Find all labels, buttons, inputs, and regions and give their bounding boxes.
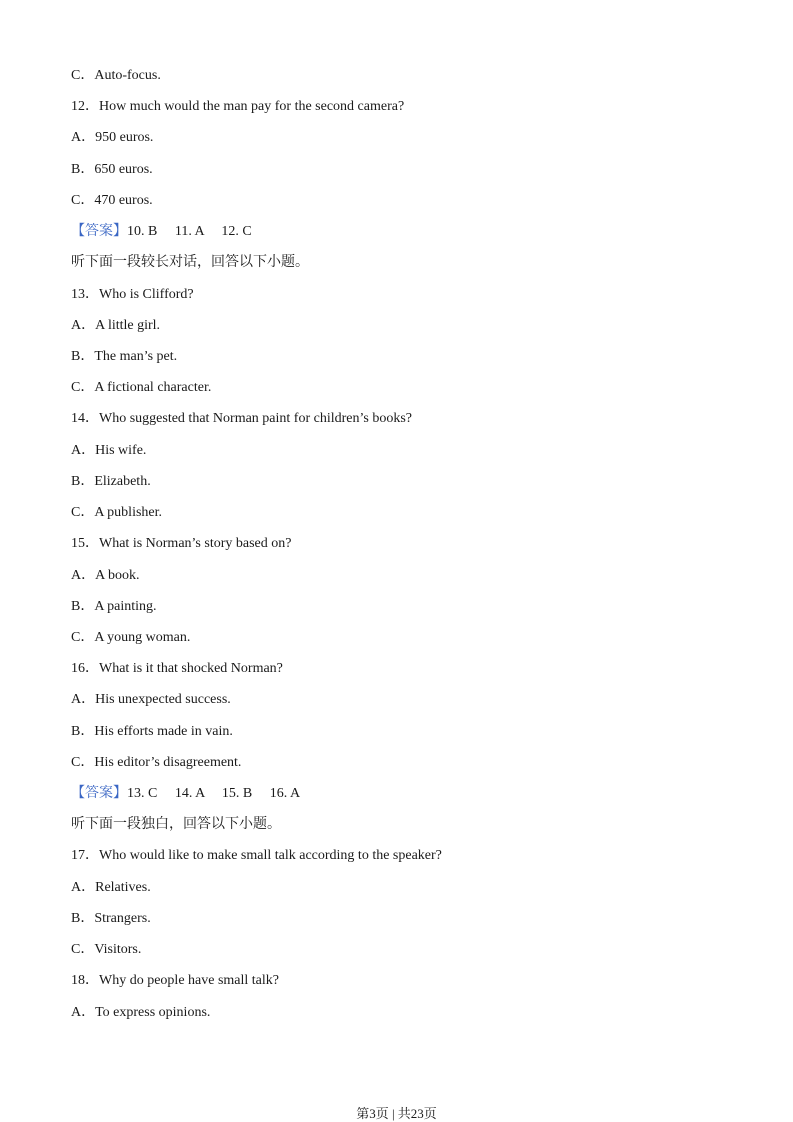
answer-values: 13. C 14. A 15. B 16. A bbox=[127, 786, 301, 802]
answer-line bbox=[71, 782, 751, 813]
option-line: B．650 euros. bbox=[71, 161, 153, 177]
answer-line bbox=[71, 220, 751, 251]
option-line: A．950 euros. bbox=[71, 130, 154, 146]
instruction-line: 听下面一段较长对话，回答以下小题。 bbox=[71, 255, 309, 271]
question-line: 18．Why do people have small talk? bbox=[71, 973, 279, 989]
page-footer: 第3页 | 共23页 bbox=[356, 1106, 437, 1121]
question-line: 15．What is Norman’s story based on? bbox=[71, 536, 292, 552]
option-line: C．A young woman. bbox=[71, 629, 191, 645]
option-line: C．His editor’s disagreement. bbox=[71, 754, 242, 770]
document-body bbox=[71, 64, 751, 1032]
option-line: A．His wife. bbox=[71, 442, 147, 458]
option-line: B．Strangers. bbox=[71, 910, 151, 926]
option-line: C．A publisher. bbox=[71, 505, 163, 521]
answer-values: 10. B 11. A 12. C bbox=[127, 224, 252, 240]
option-line: A．Relatives. bbox=[71, 879, 151, 895]
answer-tag: 【答案】 bbox=[71, 224, 127, 240]
option-line: C．Auto-focus. bbox=[71, 68, 161, 83]
option-line: A．A little girl. bbox=[71, 317, 161, 333]
option-line: A．To express opinions. bbox=[71, 1004, 211, 1020]
option-line: B．A painting. bbox=[71, 598, 157, 614]
option-line: C．Visitors. bbox=[71, 942, 142, 958]
question-line: 17．Who would like to make small talk according to the speaker? bbox=[71, 848, 442, 864]
instruction-line: 听下面一段独白，回答以下小题。 bbox=[71, 817, 281, 833]
option-line: C．A fictional character. bbox=[71, 380, 212, 396]
question-line: 16．What is it that shocked Norman? bbox=[71, 661, 283, 677]
question-line: 14．Who suggested that Norman paint for children’s books? bbox=[71, 411, 412, 427]
option-line: A．His unexpected success. bbox=[71, 692, 231, 708]
question-line: 13．Who is Clifford? bbox=[71, 286, 194, 302]
option-line: B．Elizabeth. bbox=[71, 473, 151, 489]
option-line: A．A book. bbox=[71, 567, 140, 583]
option-line: B．The man’s pet. bbox=[71, 348, 178, 364]
answer-tag: 【答案】 bbox=[71, 786, 127, 802]
option-line: C．470 euros. bbox=[71, 192, 153, 208]
option-line: B．His efforts made in vain. bbox=[71, 723, 233, 739]
question-line: 12．How much would the man pay for the second camera? bbox=[71, 99, 405, 115]
